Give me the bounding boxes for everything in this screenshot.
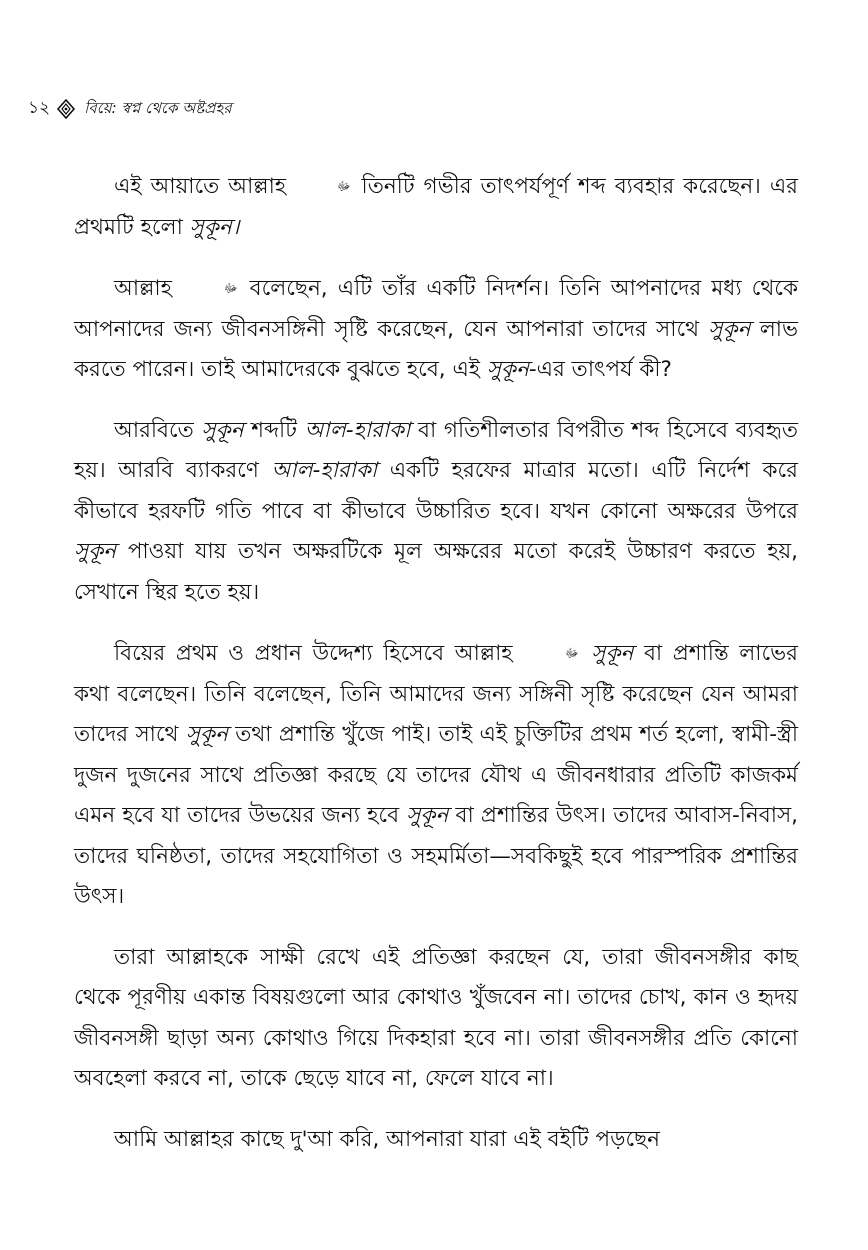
italic-term: সুকূন: [591, 641, 634, 666]
text-run: পাওয়া যায় তখন অক্ষরটিকে মূল অক্ষরের মতো করেই উচ্চারণ করতে হয়, সেখানে স্থির হতে হয়।: [74, 539, 798, 605]
text-run: [581, 641, 592, 666]
paragraph: [74, 633, 798, 918]
italic-term: সুকূন: [486, 357, 529, 382]
running-header: [28, 97, 232, 121]
italic-term: সুকূন।: [189, 214, 240, 240]
italic-term: আল-হারাকা: [271, 458, 378, 483]
text-run: আমি আল্লাহর কাছে দু'আ করি, আপনারা যারা এই বইটি পড়ছেন: [114, 1126, 660, 1152]
italic-term: সুকূন: [185, 722, 228, 747]
paragraph: [74, 166, 798, 248]
text-run: তিনটি গভীর তাৎপর্যপূর্ণ শব্দ ব্যবহার করেছেন। এর প্রথমটি হলো: [74, 174, 799, 240]
text-run: আল্লাহ: [114, 276, 183, 301]
book-title: বিয়ে: স্বপ্ন থেকে অষ্টপ্রহর: [84, 98, 232, 117]
text-run: বিয়ের প্রথম ও প্রধান উদ্দেশ্য হিসেবে আল্লাহ: [114, 641, 524, 666]
italic-term: সুকূন: [708, 316, 751, 342]
italic-term: সুকূন: [74, 539, 117, 564]
text-run: বা গতিশীলতার বিপরীত শব্দ হিসেবে ব্যবহৃত হয়। আরবি ব্যাকরণে: [74, 417, 798, 483]
text-run: লাভ করতে পারেন। তাই আমাদেরকে বুঝতে হবে, এই: [74, 316, 798, 382]
text-run: -এর তাৎপর্য কী?: [528, 357, 672, 382]
paragraph: [74, 1120, 798, 1161]
paragraph: [74, 268, 798, 391]
honorific-ligature-icon: ﷻ: [337, 179, 351, 193]
text-run: বা প্রশান্তির উৎস। তাদের আবাস-নিবাস, তাদের ঘনিষ্ঠতা, তাদের সহযোগিতা ও সহমর্মিতা—সবকিছুই হবে পারস্পরিক প্রশান্তির উৎস।: [74, 803, 798, 909]
body-text: [74, 166, 798, 1180]
paragraph: [74, 411, 798, 614]
page-number: ১২: [28, 98, 51, 118]
text-run: তথা প্রশান্তি খুঁজে পাই। তাই এই চুক্তিটির প্রথম শর্ত হলো, স্বামী-স্ত্রী দুজন দুজনের সাথে প্রতিজ্ঞা করছে যে তাদের যৌথ এ জীবনধারার প্রতিটি কাজকর্ম এমন হবে যা তাদের উভয়ের জন্য হবে: [74, 722, 798, 828]
text-run: বা প্রশান্তি লাভের কথা বলেছেন। তিনি বলেছেন, তিনি আমাদের জন্য সঙ্গিনী সৃষ্টি করেছেন যেন আমরা তাদের সাথে: [74, 641, 798, 747]
text-run: একটি হরফের মাত্রার মতো। এটি নির্দেশ করে কীভাবে হরফটি গতি পাবে বা কীভাবে উচ্চারিত হবে। যখন কোনো অক্ষরের উপরে: [74, 458, 798, 524]
italic-term: সুকূন: [406, 803, 449, 828]
honorific-ligature-icon: ﷻ: [224, 281, 238, 295]
text-run: আরবিতে: [114, 417, 202, 443]
italic-term: সুকূন: [201, 417, 244, 443]
text-run: শব্দটি: [243, 417, 305, 443]
italic-term: আল-হারাকা: [304, 417, 411, 443]
text-run: তারা আল্লাহকে সাক্ষী রেখে এই প্রতিজ্ঞা করছেন যে, তারা জীবনসঙ্গীর কাছ থেকে পূরণীয় একান্ত বিষয়গুলো আর কোথাও খুঁজবেন না। তাদের চোখ, কান ও হৃদয় জীবনসঙ্গী ছাড়া অন্য কোথাও গিয়ে দিকহারা হবে না। তারা জীবনসঙ্গীর প্রতি কোনো অবহেলা করবে না, তাকে ছেড়ে যাবে না, ফেলে যাবে না।: [74, 944, 798, 1091]
text-run: এই আয়াতে আল্লাহ: [114, 174, 296, 199]
text-run: বলেছেন, এটি তাঁর একটি নিদর্শন। তিনি আপনাদের মধ্য থেকে আপনাদের জন্য জীবনসঙ্গিনী সৃষ্টি করেছেন, যেন আপনারা তাদের সাথে: [74, 276, 798, 342]
honorific-ligature-icon: ﷻ: [565, 646, 579, 660]
paragraph: [74, 938, 798, 1100]
diamond-ornament-icon: [56, 99, 76, 119]
